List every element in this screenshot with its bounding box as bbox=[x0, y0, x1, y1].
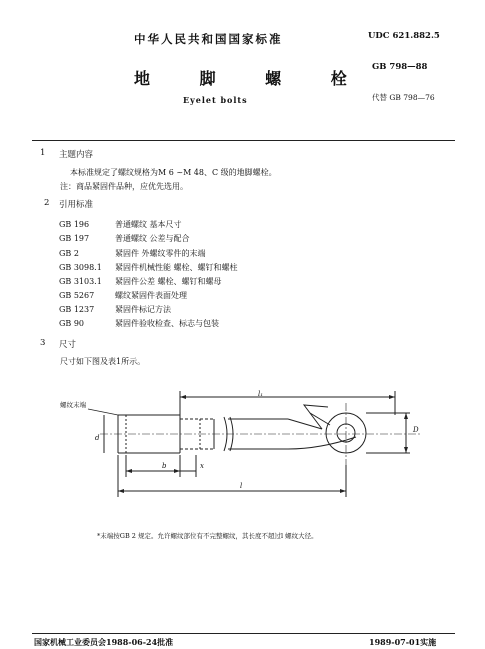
section-3-heading: 尺寸 bbox=[59, 340, 77, 350]
dimension-d-label: d bbox=[95, 434, 100, 442]
dimension-l-label: l bbox=[240, 482, 243, 490]
reference-title: 紧固件验收检查、标志与包装 bbox=[115, 319, 219, 328]
figure-note: *末端按GB 2 规定。允许螺纹部位有不完整螺纹，其长度不超过l 螺纹大径。 bbox=[97, 532, 318, 540]
thread-end-label: 螺纹末端 bbox=[60, 401, 86, 409]
approval-line: 国家机械工业委员会1988-06-24批准 bbox=[34, 637, 174, 647]
reference-code: GB 197 bbox=[59, 234, 90, 243]
english-title: Eyelet bolts bbox=[183, 95, 248, 105]
effective-date: 1989-07-01实施 bbox=[369, 637, 437, 647]
reference-title: 普通螺纹 基本尺寸 bbox=[115, 220, 182, 229]
reference-item bbox=[59, 233, 190, 244]
reference-item bbox=[59, 290, 187, 301]
reference-title: 普通螺纹 公差与配合 bbox=[115, 234, 190, 243]
reference-code: GB 1237 bbox=[59, 305, 95, 314]
reference-title: 螺纹紧固件表面处理 bbox=[115, 291, 187, 300]
dimension-x-label: x bbox=[200, 462, 204, 470]
reference-code: GB 5267 bbox=[59, 291, 95, 300]
section-3-text: 尺寸如下图及表1所示。 bbox=[60, 357, 146, 366]
section-2-heading: 引用标准 bbox=[59, 200, 94, 210]
reference-item bbox=[59, 276, 222, 287]
eyelet-bolt-drawing bbox=[60, 385, 450, 520]
reference-code: GB 3098.1 bbox=[59, 263, 102, 272]
reference-code: GB 3103.1 bbox=[59, 277, 102, 286]
reference-item bbox=[59, 248, 206, 259]
reference-title: 紧固件标记方法 bbox=[115, 305, 171, 314]
reference-title: 紧固件 外螺纹零件的末端 bbox=[115, 249, 206, 258]
section-1-line-1: 本标准规定了螺纹规格为M 6 ~M 48、C 级的地脚螺栓。 bbox=[70, 168, 277, 177]
section-1-number: 1 bbox=[40, 148, 46, 158]
reference-title: 紧固件机械性能 螺栓、螺钉和螺柱 bbox=[115, 263, 238, 272]
section-1-line-2: 注：商品紧固件品种，应优先选用。 bbox=[60, 182, 188, 191]
reference-code: GB 90 bbox=[59, 319, 84, 328]
udc-number: UDC 621.882.5 bbox=[368, 31, 440, 41]
reference-title: 紧固件公差 螺栓、螺钉和螺母 bbox=[115, 277, 222, 286]
reference-item bbox=[59, 304, 171, 315]
reference-code: GB 2 bbox=[59, 249, 79, 258]
dimension-b-label: b bbox=[162, 462, 167, 470]
section-2-number: 2 bbox=[44, 198, 50, 208]
dimension-l1-label: l₁ bbox=[258, 390, 264, 398]
section-1-heading: 主题内容 bbox=[59, 150, 94, 160]
document-title: 地 脚 螺 栓 bbox=[134, 69, 369, 88]
gb-number: GB 798—88 bbox=[372, 62, 428, 72]
dimension-D-label: D bbox=[413, 426, 419, 434]
section-3-number: 3 bbox=[40, 338, 46, 348]
reference-item bbox=[59, 318, 219, 329]
header-rule bbox=[32, 140, 455, 141]
footer-rule bbox=[32, 633, 455, 634]
reference-item bbox=[59, 262, 238, 273]
standard-title: 中华人民共和国国家标准 bbox=[134, 32, 283, 46]
replaces-note: 代替 GB 798—76 bbox=[372, 93, 435, 102]
reference-code: GB 196 bbox=[59, 220, 90, 229]
reference-item bbox=[59, 219, 182, 230]
